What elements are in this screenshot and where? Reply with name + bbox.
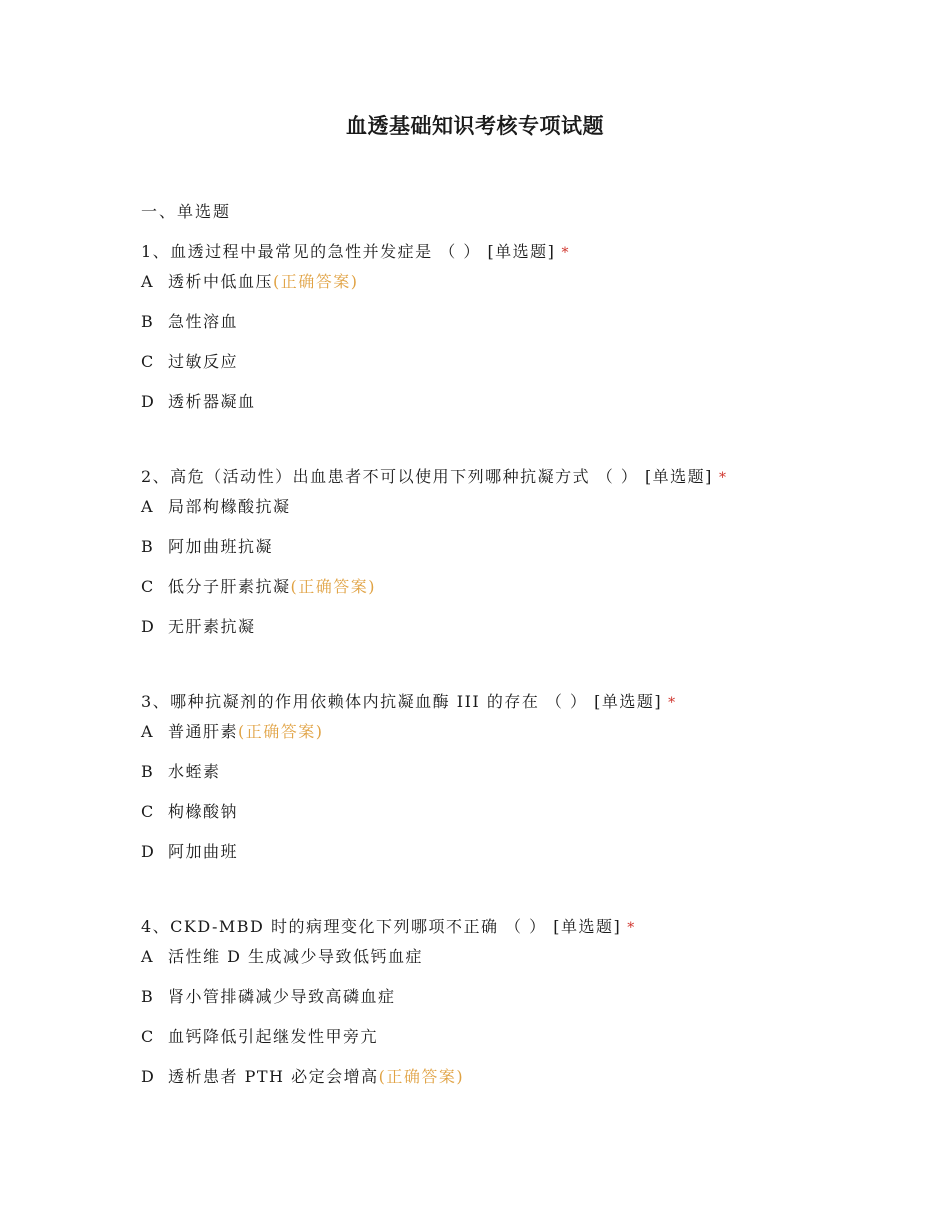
option-letter: A xyxy=(141,497,155,516)
option-a xyxy=(141,267,841,307)
option-text: 过敏反应 xyxy=(168,352,239,371)
question-text: 2、高危（活动性）出血患者不可以使用下列哪种抗凝方式 （ ） [单选题] xyxy=(141,467,713,486)
option-letter: D xyxy=(141,1067,156,1086)
option-c xyxy=(141,797,841,837)
document-title: 血透基础知识考核专项试题 xyxy=(346,114,604,138)
correct-answer-tag: (正确答案) xyxy=(238,722,324,741)
option-text: 肾小管排磷减少导致高磷血症 xyxy=(168,987,396,1006)
option-letter: B xyxy=(141,537,155,556)
option-letter: A xyxy=(141,947,155,966)
option-text: 活性维 D 生成减少导致低钙血症 xyxy=(168,947,424,966)
option-text: 透析中低血压 xyxy=(168,272,274,291)
option-b xyxy=(141,982,841,1022)
question-text-row xyxy=(141,687,841,717)
option-a xyxy=(141,717,841,757)
option-b xyxy=(141,757,841,797)
option-d xyxy=(141,612,841,652)
option-d xyxy=(141,837,841,877)
option-b xyxy=(141,307,841,347)
required-mark: * xyxy=(627,920,636,936)
option-letter: A xyxy=(141,722,155,741)
question-text-row xyxy=(141,237,841,267)
question-text: 3、哪种抗凝剂的作用依赖体内抗凝血酶 III 的存在 （ ） [单选题] xyxy=(141,692,663,711)
option-text: 低分子肝素抗凝 xyxy=(168,577,291,596)
section-heading: 一、单选题 xyxy=(141,202,232,221)
option-letter: D xyxy=(141,392,156,411)
question-4 xyxy=(141,912,841,1102)
option-letter: C xyxy=(141,1027,155,1046)
question-text-row xyxy=(141,462,841,492)
question-1 xyxy=(141,237,841,427)
question-2 xyxy=(141,462,841,652)
option-letter: D xyxy=(141,842,156,861)
question-text-row xyxy=(141,912,841,942)
option-d xyxy=(141,387,841,427)
option-c xyxy=(141,1022,841,1062)
option-letter: B xyxy=(141,762,155,781)
option-text: 阿加曲班抗凝 xyxy=(168,537,274,556)
question-text: 4、CKD-MBD 时的病理变化下列哪项不正确 （ ） [单选题] xyxy=(141,917,622,936)
option-text: 枸橼酸钠 xyxy=(168,802,239,821)
option-text: 局部枸橼酸抗凝 xyxy=(168,497,291,516)
required-mark: * xyxy=(561,245,570,261)
option-text: 无肝素抗凝 xyxy=(168,617,256,636)
option-letter: D xyxy=(141,617,156,636)
option-c xyxy=(141,572,841,612)
option-text: 透析器凝血 xyxy=(168,392,256,411)
option-letter: A xyxy=(141,272,155,291)
option-letter: B xyxy=(141,312,155,331)
option-text: 普通肝素 xyxy=(168,722,239,741)
option-a xyxy=(141,492,841,532)
option-text: 阿加曲班 xyxy=(168,842,239,861)
correct-answer-tag: (正确答案) xyxy=(378,1067,465,1086)
option-c xyxy=(141,347,841,387)
option-d xyxy=(141,1062,841,1102)
correct-answer-tag: (正确答案) xyxy=(273,272,359,291)
option-letter: C xyxy=(141,352,155,371)
option-text: 水蛭素 xyxy=(168,762,221,781)
option-text: 急性溶血 xyxy=(168,312,239,331)
option-a xyxy=(141,942,841,982)
option-letter: C xyxy=(141,802,155,821)
question-text: 1、血透过程中最常见的急性并发症是 （ ） [单选题] xyxy=(141,242,556,261)
option-letter: B xyxy=(141,987,155,1006)
option-letter: C xyxy=(141,577,155,596)
option-text: 血钙降低引起继发性甲旁亢 xyxy=(168,1027,379,1046)
correct-answer-tag: (正确答案) xyxy=(290,577,377,596)
option-text: 透析患者 PTH 必定会增高 xyxy=(168,1067,379,1086)
required-mark: * xyxy=(718,470,728,486)
question-3 xyxy=(141,687,841,877)
required-mark: * xyxy=(668,695,677,711)
option-b xyxy=(141,532,841,572)
